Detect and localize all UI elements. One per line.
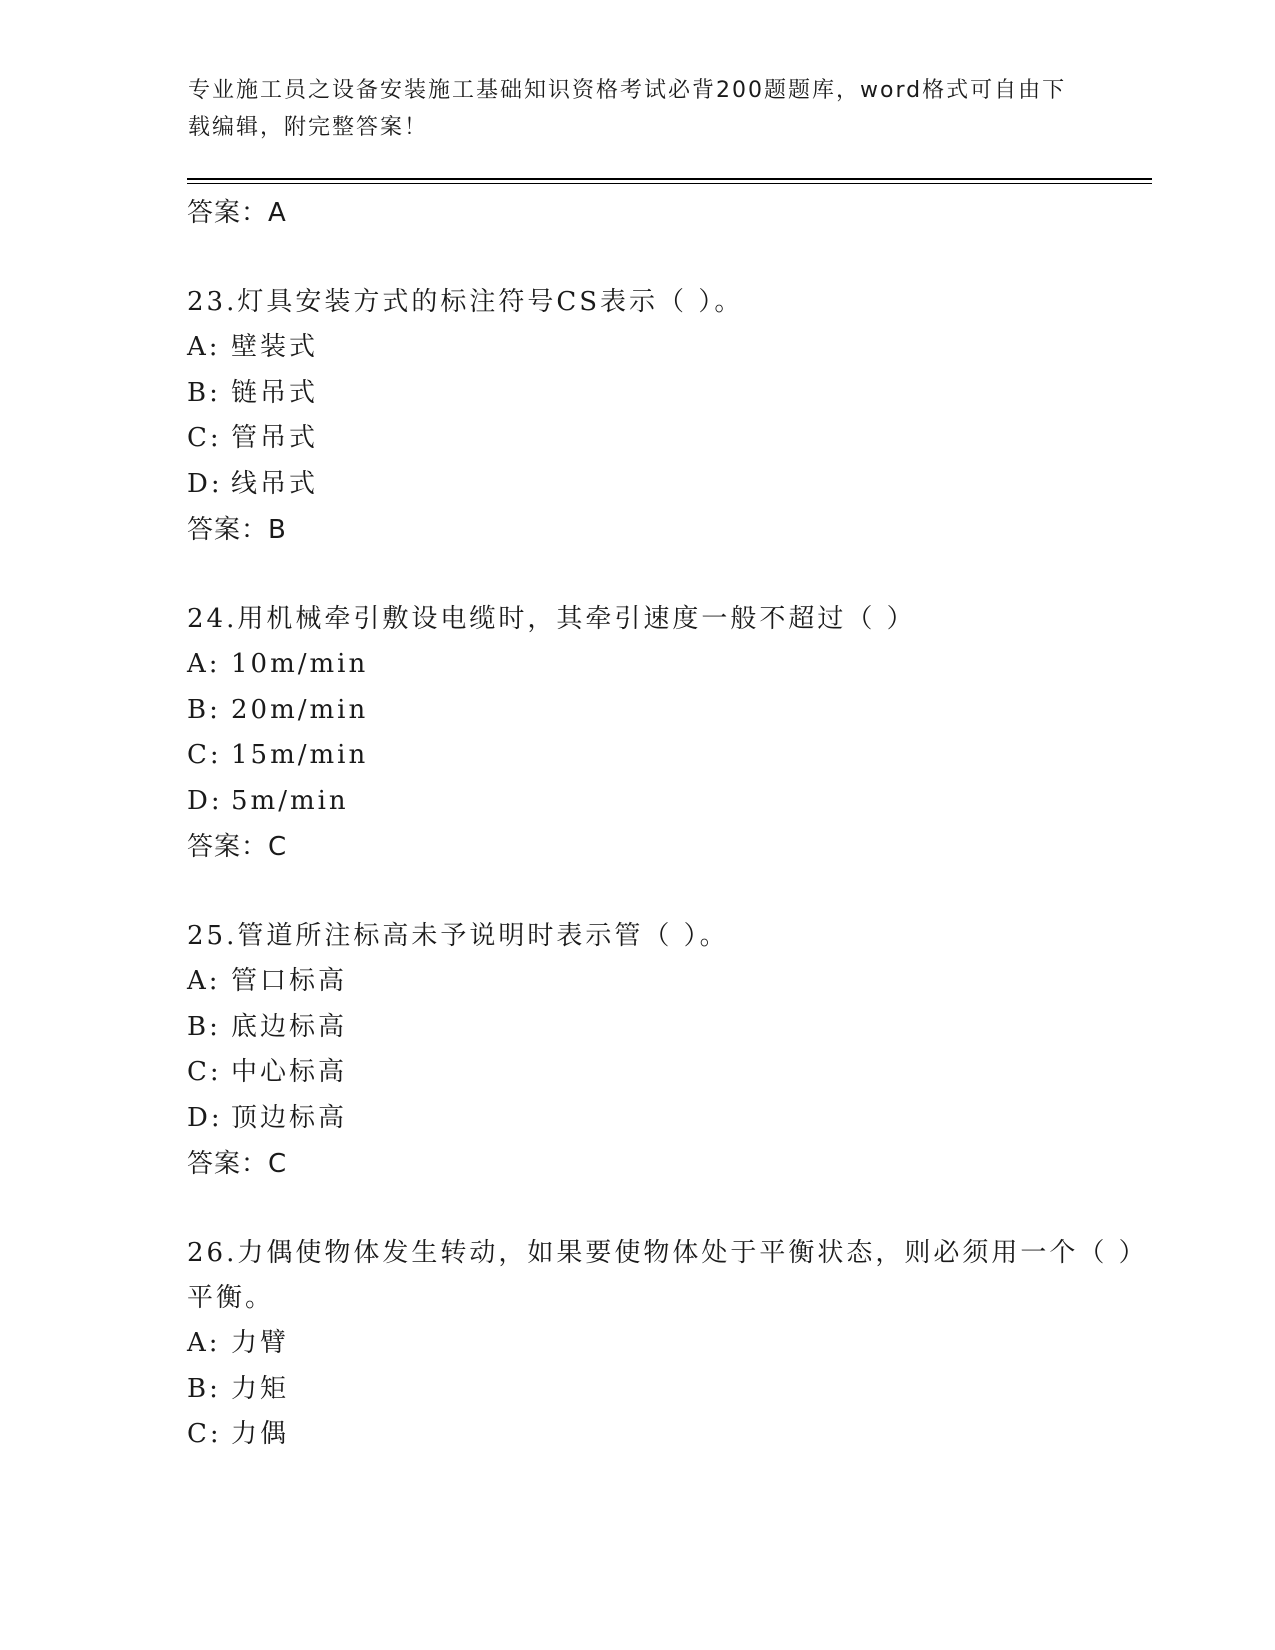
option-text: 线吊式 [231, 468, 319, 499]
answer-line: 答案：C [187, 832, 288, 862]
option-letter: D: [187, 785, 223, 816]
option-a [187, 325, 1152, 371]
option-b [187, 1367, 1152, 1413]
option-text: 力臂 [231, 1328, 290, 1358]
option-letter: C: [187, 740, 222, 770]
question-stem: 25.管道所注标高未予说明时表示管（ ）。 [187, 921, 729, 951]
option-b [187, 688, 1152, 734]
option-letter: A: [187, 966, 221, 996]
option-d [187, 779, 1152, 825]
answer-line: 答案：C [187, 1149, 288, 1179]
header-rule-thick [187, 178, 1152, 180]
option-b [187, 1005, 1152, 1051]
option-d [187, 462, 1152, 508]
option-b [187, 371, 1152, 417]
option-letter: B: [187, 1011, 221, 1042]
option-letter: A: [187, 332, 221, 362]
option-letter: C: [187, 1057, 222, 1087]
option-c [187, 1050, 1152, 1096]
option-text: 链吊式 [231, 377, 319, 408]
question-stem: 24.用机械牵引敷设电缆时，其牵引速度一般不超过（ ） [187, 604, 916, 634]
option-letter: B: [187, 377, 221, 408]
option-letter: C: [187, 1419, 222, 1449]
question-26 [187, 1231, 1152, 1458]
option-letter: B: [187, 694, 221, 725]
option-text: 壁装式 [231, 332, 319, 362]
question-24 [187, 597, 1152, 870]
header-rule-thin [187, 183, 1152, 184]
option-text: 力偶 [231, 1419, 290, 1449]
option-letter: D: [187, 468, 223, 499]
document-body [187, 190, 1152, 1458]
option-letter: C: [187, 423, 222, 453]
option-text: 管吊式 [231, 423, 319, 453]
option-text: 顶边标高 [231, 1102, 348, 1133]
option-a [187, 642, 1152, 688]
option-letter: D: [187, 1102, 223, 1133]
option-text: 15m/min [231, 740, 369, 770]
option-c [187, 416, 1152, 462]
option-text: 力矩 [231, 1373, 290, 1404]
option-text: 5m/min [231, 785, 349, 816]
option-letter: A: [187, 649, 221, 679]
option-c [187, 1412, 1152, 1458]
option-text: 中心标高 [231, 1057, 348, 1087]
option-text: 管口标高 [231, 966, 348, 996]
option-a [187, 959, 1152, 1005]
question-23 [187, 280, 1152, 553]
option-text: 20m/min [231, 694, 369, 725]
question-stem: 23.灯具安装方式的标注符号CS表示（ ）。 [187, 287, 744, 317]
option-letter: A: [187, 1328, 221, 1358]
question-25 [187, 914, 1152, 1187]
option-c [187, 733, 1152, 779]
option-letter: B: [187, 1373, 221, 1404]
document-header: 专业施工员之设备安装施工基础知识资格考试必背200题题库，word格式可自由下载编辑，附完整答案！ [188, 78, 1067, 140]
option-text: 底边标高 [231, 1011, 348, 1042]
option-text: 10m/min [231, 649, 369, 679]
question-stem: 26.力偶使物体发生转动，如果要使物体处于平衡状态，则必须用一个（ ）平衡。 [187, 1238, 1148, 1313]
answer-line: 答案：B [187, 515, 287, 545]
option-d [187, 1096, 1152, 1142]
previous-answer: 答案：A [187, 198, 287, 228]
option-a [187, 1321, 1152, 1367]
